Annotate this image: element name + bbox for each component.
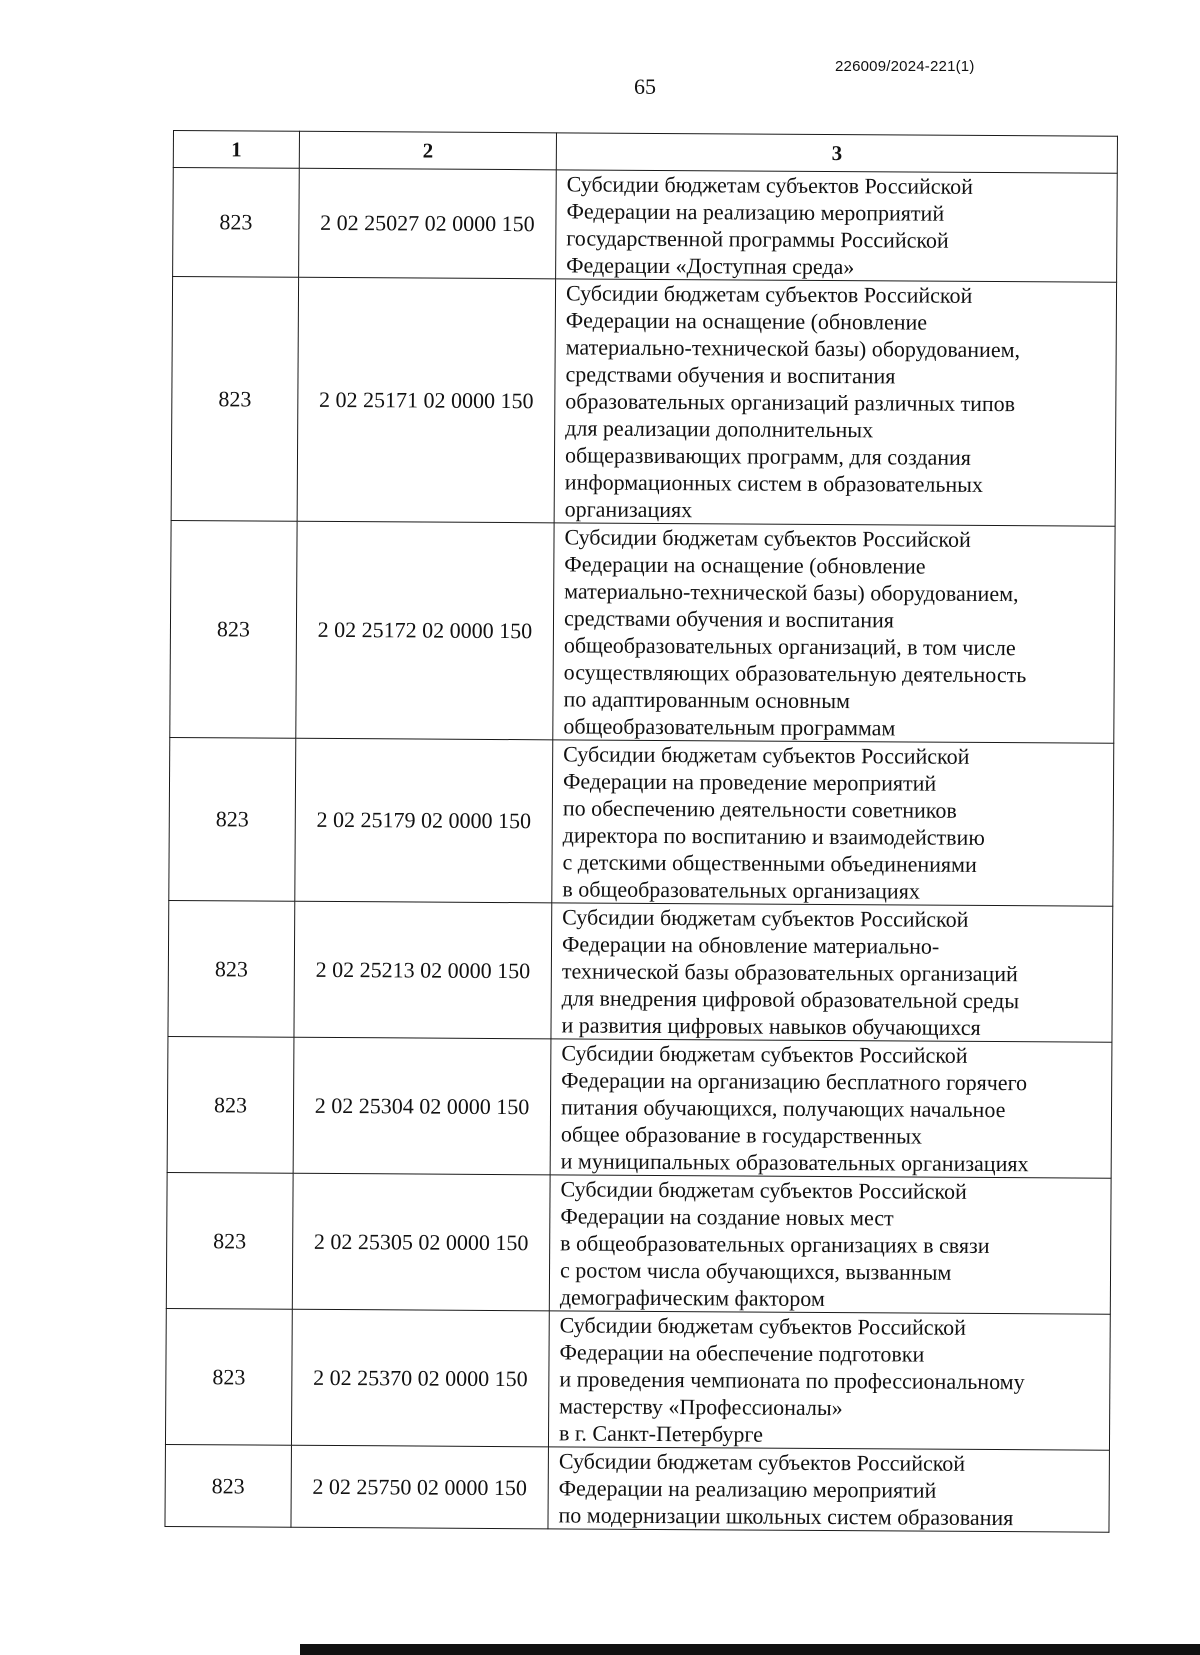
description-cell: Субсидии бюджетам субъектов Российской Федерации на оснащение (обновление материально-технической базы) оборудованием, средствами обучения и воспитания образовательных организаций различных типов для реализации дополнительных общеразвивающих программ, для создания информационных систем в образовательных организациях (554, 279, 1116, 526)
admin-code-cell: 823 (166, 1172, 293, 1309)
page-number: 65 (634, 74, 656, 99)
description-cell: Субсидии бюджетам субъектов Российской Федерации на организацию бесплатного горячего питания обучающихся, получающих начальное общее образование в государственных и муниципальных образовательных организациях (550, 1039, 1112, 1178)
admin-code-cell: 823 (171, 277, 298, 522)
description-cell: Субсидии бюджетам субъектов Российской Федерации на оснащение (обновление материально-технической базы) оборудованием, средствами обучения и воспитания общеобразовательных организаций, в том числе осуществляющих образовательную деятельность по адаптированным основным общеобразовательным программам (553, 523, 1115, 743)
kbk-code-cell: 2 02 25171 02 0000 150 (297, 277, 555, 523)
table-row (167, 1036, 1112, 1178)
description-cell: Субсидии бюджетам субъектов Российской Федерации на обновление материально- технической базы образовательных организаций для внедрения цифровой образовательной среды и развития цифровых навыков обучающихся (551, 903, 1113, 1042)
admin-code-cell: 823 (170, 520, 297, 738)
kbk-code-cell: 2 02 25370 02 0000 150 (291, 1309, 549, 1447)
kbk-code-cell: 2 02 25305 02 0000 150 (292, 1173, 550, 1311)
table-row (170, 520, 1115, 743)
admin-code-cell: 823 (165, 1444, 291, 1527)
admin-code-cell: 823 (168, 900, 295, 1037)
scan-edge-bar (300, 1644, 1200, 1655)
description-cell: Субсидии бюджетам субъектов Российской Федерации на обеспечение подготовки и проведения чемпионата по профессиональному мастерству «Профессионалы» в г. Санкт-Петербурге (548, 1311, 1110, 1450)
column-header-1: 1 (173, 131, 299, 169)
kbk-code-cell: 2 02 25213 02 0000 150 (294, 901, 552, 1039)
budget-codes-table (164, 130, 1118, 1533)
table-header-row (173, 131, 1117, 174)
admin-code-cell: 823 (169, 737, 296, 901)
admin-code-cell: 823 (167, 1036, 294, 1173)
description-cell: Субсидии бюджетам субъектов Российской Федерации на реализацию мероприятий по модернизации школьных систем образования (548, 1447, 1109, 1532)
kbk-code-cell: 2 02 25179 02 0000 150 (295, 738, 553, 903)
table-row (169, 737, 1114, 906)
column-header-2: 2 (299, 131, 556, 170)
table-row (168, 900, 1113, 1042)
kbk-code-cell: 2 02 25172 02 0000 150 (296, 521, 554, 740)
kbk-code-cell: 2 02 25750 02 0000 150 (291, 1445, 548, 1529)
kbk-code-cell: 2 02 25027 02 0000 150 (299, 168, 557, 279)
description-cell: Субсидии бюджетам субъектов Российской Федерации на реализацию мероприятий государственной программы Российской Федерации «Доступная среда» (556, 170, 1118, 282)
table-row (165, 1444, 1109, 1532)
table-row (166, 1172, 1111, 1314)
admin-code-cell: 823 (165, 1308, 292, 1445)
admin-code-cell: 823 (173, 168, 300, 278)
table-row (173, 168, 1118, 283)
table-row (171, 277, 1116, 527)
table-row (165, 1308, 1110, 1450)
description-cell: Субсидии бюджетам субъектов Российской Федерации на создание новых мест в общеобразовательных организациях в связи с ростом числа обучающихся, вызванным демографическим фактором (549, 1175, 1111, 1314)
kbk-code-cell: 2 02 25304 02 0000 150 (293, 1037, 551, 1175)
column-header-3: 3 (556, 133, 1117, 173)
document-number: 226009/2024-221(1) (835, 58, 975, 75)
description-cell: Субсидии бюджетам субъектов Российской Федерации на проведение мероприятий по обеспечению деятельности советников директора по воспитанию и взаимодействию с детскими общественными объединениями в общеобразовательных организациях (552, 740, 1114, 906)
